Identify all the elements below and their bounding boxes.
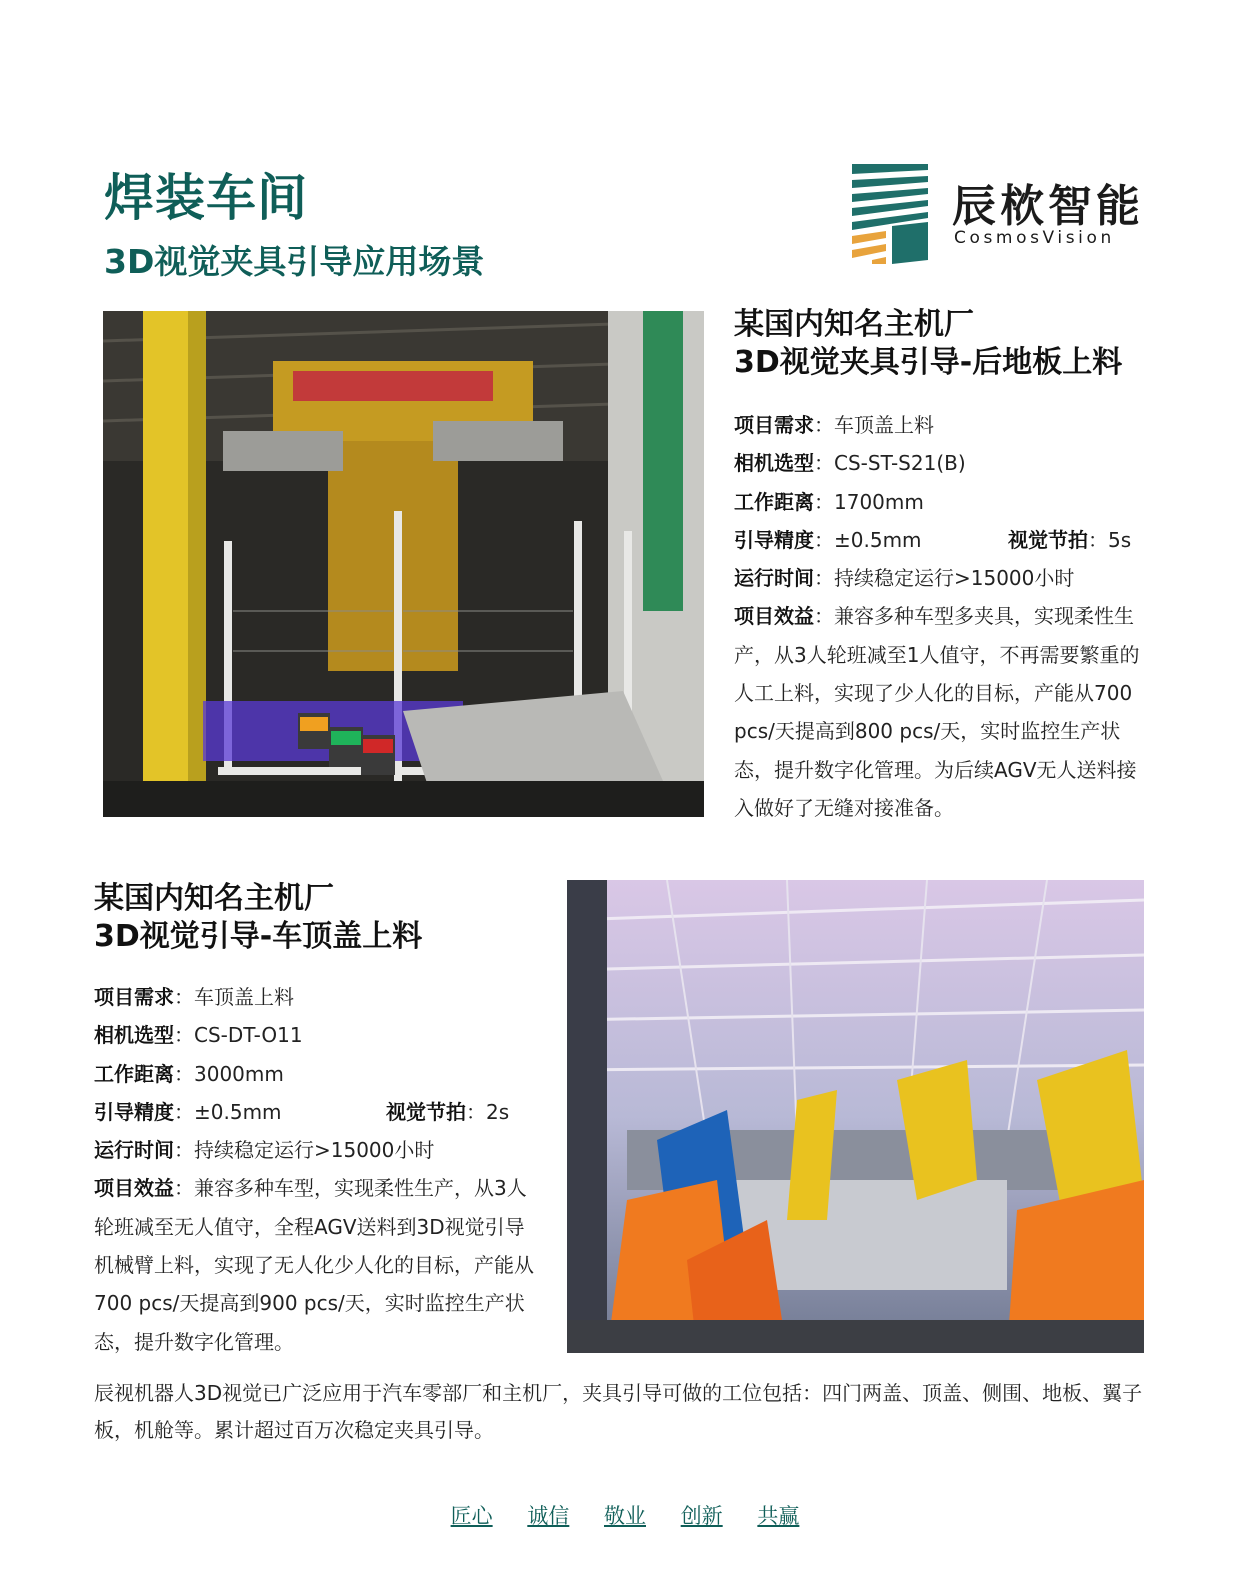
spec-value: 持续稳定运行>15000小时 <box>834 566 1075 591</box>
company-logo <box>852 160 1152 266</box>
spec-label: 视觉节拍 <box>1008 527 1088 552</box>
production-line-photo <box>567 880 1144 1353</box>
page-subtitle: 3D视觉夹具引导应用场景 <box>104 242 485 281</box>
case2-benefit: 项目效益：兼容多种车型，实现柔性生产，从3人轮班减至无人值守，全程AGV送料到3D视觉引导机械臂上料，实现了无人化少人化的目标，产能从700 pcs/天提高到900 pcs/天，实时监控生产状态，提升数字化管理。 <box>94 1176 534 1354</box>
spec-label: 项目需求 <box>94 985 174 1009</box>
case2-distance-row: 工作距离：3000mm <box>94 1061 284 1086</box>
spec-label: 相机选型 <box>734 451 814 476</box>
spec-label: 项目需求 <box>734 413 814 437</box>
spec-value: CS-ST-S21(B) <box>834 451 966 476</box>
spec-label: 视觉节拍 <box>386 1099 466 1124</box>
case2-specs <box>94 978 544 1361</box>
spec-value: 5s <box>1108 527 1132 552</box>
case2-heading-line2: 3D视觉引导-车顶盖上料 <box>94 919 423 954</box>
case1-benefit: 项目效益：兼容多种车型多夹具，实现柔性生产，从3人轮班减至1人值守，不再需要繁重的人工上料，实现了少人化的目标，产能从700 pcs/天提高到800 pcs/天，实时监控生产状态，提升数字化管理。为后续AGV无人送料接入做好了无缝对接准备。 <box>734 604 1140 820</box>
motto-item: 诚信 <box>527 1504 570 1528</box>
spec-label: 相机选型 <box>94 1023 174 1048</box>
case1-heading <box>734 306 1122 382</box>
spec-value: ±0.5mm <box>834 527 922 552</box>
spec-value: 2s <box>486 1099 510 1124</box>
logo-name-en: CosmosVision <box>954 228 1115 248</box>
case1-cycle: 视觉节拍：5s <box>1008 527 1132 552</box>
spec-value: 持续稳定运行>15000小时 <box>194 1138 435 1163</box>
case1-camera-row: 相机选型：CS-ST-S21(B) <box>734 451 966 476</box>
spec-label: 项目效益 <box>94 1176 174 1201</box>
robot-fixture-photo <box>103 311 704 817</box>
motto-item: 创新 <box>680 1504 723 1528</box>
spec-label: 运行时间 <box>734 566 814 591</box>
logo-name-cn: 辰栨智能 <box>952 181 1144 232</box>
case2-camera-row: 相机选型：CS-DT-O11 <box>94 1023 303 1048</box>
case1-accuracy-row: 引导精度：±0.5mm 视觉节拍：5s <box>734 521 1144 559</box>
spec-value: 兼容多种车型多夹具，实现柔性生产，从3人轮班减至1人值守，不再需要繁重的人工上料，实现了少人化的目标，产能从700 pcs/天提高到800 pcs/天，实时监控生产状态，提升数字化管理。为后续AGV无人送料接入做好了无缝对接准备。 <box>734 604 1140 820</box>
company-motto <box>0 1500 1250 1530</box>
motto-item: 共赢 <box>757 1504 800 1528</box>
case2-runtime-row: 运行时间：持续稳定运行>15000小时 <box>94 1138 435 1163</box>
spec-value: 1700mm <box>834 489 924 514</box>
spec-label: 项目效益 <box>734 604 814 629</box>
spec-label: 引导精度 <box>94 1099 174 1124</box>
spec-label: 工作距离 <box>734 489 814 514</box>
case1-heading-line1: 某国内知名主机厂 <box>734 307 974 342</box>
case1-heading-line2: 3D视觉夹具引导-后地板上料 <box>734 345 1123 380</box>
case2-requirement-row: 项目需求：车顶盖上料 <box>94 985 294 1009</box>
case1-requirement-row: 项目需求：车顶盖上料 <box>734 413 934 437</box>
logo-mark-icon <box>852 160 932 264</box>
spec-value: 3000mm <box>194 1061 284 1086</box>
case1-distance-row: 工作距离：1700mm <box>734 489 924 514</box>
case2-accuracy-row: 引导精度：±0.5mm 视觉节拍：2s <box>94 1093 544 1131</box>
spec-value: CS-DT-O11 <box>194 1023 303 1048</box>
motto-item: 敬业 <box>604 1504 646 1528</box>
spec-value: 车顶盖上料 <box>834 413 934 437</box>
spec-label: 运行时间 <box>94 1138 174 1163</box>
case2-heading-line1: 某国内知名主机厂 <box>94 881 334 916</box>
spec-value: 车顶盖上料 <box>194 985 294 1009</box>
spec-label: 引导精度 <box>734 527 814 552</box>
spec-value: 兼容多种车型，实现柔性生产，从3人轮班减至无人值守，全程AGV送料到3D视觉引导机械臂上料，实现了无人化少人化的目标，产能从700 pcs/天提高到900 pcs/天，实时监控生产状态，提升数字化管理。 <box>94 1176 534 1354</box>
page-title: 焊装车间 <box>104 169 308 227</box>
case1-runtime-row: 运行时间：持续稳定运行>15000小时 <box>734 566 1075 591</box>
case1-specs <box>734 406 1144 827</box>
case2-cycle: 视觉节拍：2s <box>386 1099 510 1124</box>
case2-heading <box>94 880 422 956</box>
spec-value: ±0.5mm <box>194 1099 282 1124</box>
footer-description: 辰视机器人3D视觉已广泛应用于汽车零部厂和主机厂，夹具引导可做的工位包括：四门两盖、顶盖、侧围、地板、翼子板，机舱等。累计超过百万次稳定夹具引导。 <box>94 1381 1143 1442</box>
motto-item: 匠心 <box>450 1504 493 1528</box>
spec-label: 工作距离 <box>94 1061 174 1086</box>
